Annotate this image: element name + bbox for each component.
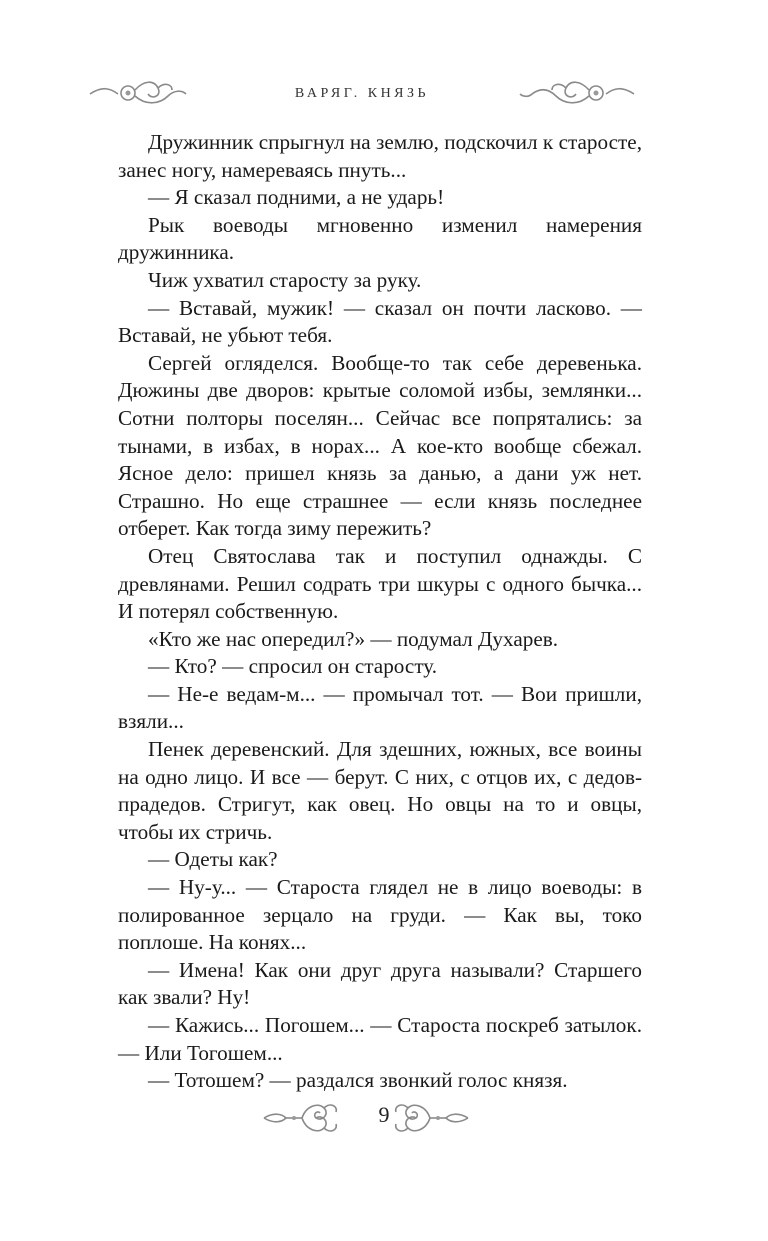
- paragraph: — Одеты как?: [148, 847, 278, 872]
- page-footer: [0, 1092, 768, 1142]
- paragraph: — Кажись... Погошем... — Староста поскреб затылок. — Или Тогошем...: [118, 1013, 642, 1065]
- paragraph: — Имена! Как они друг друга называли? Старшего как звали? Ну!: [118, 957, 642, 1010]
- paragraph: «Кто же нас опередил?» — подумал Духарев.: [148, 626, 559, 651]
- scroll-ornament-icon: [392, 1098, 470, 1143]
- paragraph: Сергей огляделся. Вообще-то так себе деревенька. Дюжины две дворов: крытые соломой избы, землянки... Сотни полторы поселян... Сейчас все попрятались: за тынами, в избах, в норах... А кое-кто вообще сбежал. Ясное дело: пришел князь за данью, а дани уж нет. Страшно. Но еще страшнее — если князь последнее отберет. Как тогда зиму пережить?: [118, 350, 642, 541]
- paragraph: Пенек деревенский. Для здешних, южных, все воины на одно лицо. И все — берут. С них, с отцов их, с дедов-прадедов. Стригут, как овец. Но овцы на то и овцы, чтобы их стричь.: [118, 737, 642, 844]
- flourish-ornament-icon: [518, 76, 636, 115]
- page-header: [88, 72, 636, 120]
- page-number: 9: [378, 1102, 390, 1127]
- running-title: ВАРЯГ. КНЯЗЬ: [294, 86, 430, 101]
- paragraph: — Кто? — спросил он старосту.: [148, 654, 438, 679]
- paragraph: — Не-е ведам-м... — промычал тот. — Вои пришли, взяли...: [118, 681, 642, 734]
- paragraph: Отец Святослава так и поступил однажды. С древлянами. Решил содрать три шкуры с одного бычка... И потерял собственную.: [118, 543, 642, 624]
- paragraph: — Я сказал подними, а не ударь!: [148, 185, 445, 210]
- paragraph: Рык воеводы мгновенно изменил намерения дружинника.: [118, 212, 642, 265]
- paragraph: — Ну-у... — Староста глядел не в лицо воеводы: в полированное зерцало на груди. — Как вы, токо поплоше. На конях...: [118, 875, 642, 955]
- paragraph: Дружинник спрыгнул на землю, подскочил к старосте, занес ногу, намереваясь пнуть...: [118, 130, 642, 182]
- paragraph: Чиж ухватил старосту за руку.: [148, 267, 422, 292]
- body-text: [118, 129, 642, 1095]
- paragraph: — Тотошем? — раздался звонкий голос князя.: [148, 1068, 568, 1093]
- paragraph: — Вставай, мужик! — сказал он почти ласково. — Вставай, не убьют тебя.: [118, 295, 642, 348]
